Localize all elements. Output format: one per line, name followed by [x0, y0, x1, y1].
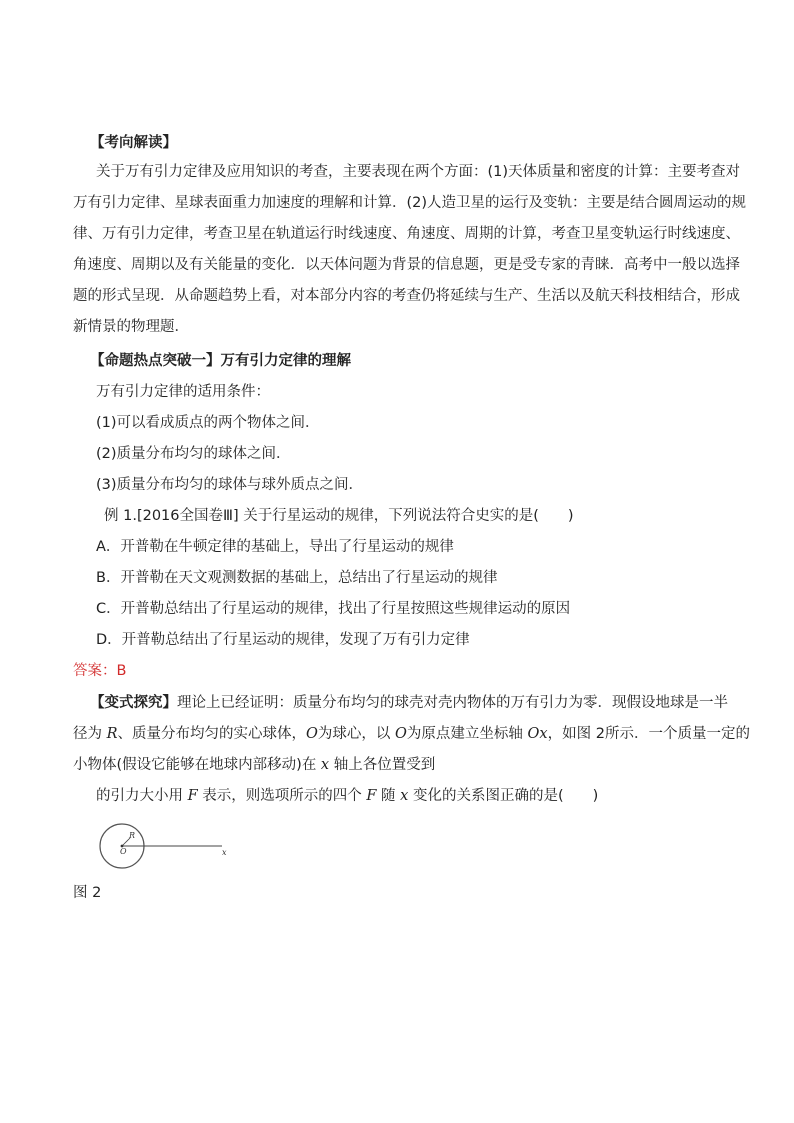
symbol-f: F — [366, 788, 377, 804]
figure-caption: 图 2 — [73, 885, 102, 901]
hotspot-heading — [90, 352, 351, 370]
label-r: R — [129, 831, 136, 840]
answer: 答案：B — [73, 663, 127, 679]
variant-text: 变化的关系图正确的是( ) — [408, 788, 599, 804]
variant-text: 小物体(假设它能够在地球内部移动)在 — [73, 757, 321, 773]
variant-text: 的引力大小用 — [96, 788, 188, 804]
variant-tag: 【变式探究】 — [90, 695, 177, 711]
variant-text: 表示，则选项所示的四个 — [197, 788, 367, 804]
condition-heading: 万有引力定律的适用条件： — [96, 384, 270, 400]
variant-text: ，如图 2所示．一个质量一定的 — [547, 726, 750, 742]
variant-line-3 — [73, 756, 435, 774]
symbol-r: R — [106, 726, 118, 742]
variant-line-4 — [96, 787, 598, 805]
intro-line: 角速度、周期以及有关能量的变化．以天体问题为背景的信息题，更是受专家的青睐．高考中一般以选择 — [73, 257, 740, 273]
variant-text: 径为 — [73, 726, 107, 742]
variant-text: 轴上各位置受到 — [329, 757, 436, 773]
variant-text: 理论上已经证明：质量分布均匀的球壳对壳内物体的万有引力为零．现假设地球是一半 — [177, 695, 728, 711]
section-header: 【考向解读】 — [90, 135, 177, 151]
variant-text: 随 — [376, 788, 401, 804]
option-a: A．开普勒在牛顿定律的基础上，导出了行星运动的规律 — [96, 539, 454, 555]
intro-paragraph — [73, 157, 747, 343]
symbol-o: O — [395, 726, 407, 742]
symbol-o: O — [306, 726, 318, 742]
option-c: C．开普勒总结出了行星运动的规律，找出了行星按照这些规律运动的原因 — [96, 601, 571, 617]
hotspot-title: 万有引力定律的理解 — [220, 353, 351, 369]
variant-line-1 — [90, 694, 728, 712]
condition-item: (3)质量分布均匀的球体与球外质点之间． — [96, 477, 364, 493]
intro-line: 律、万有引力定律，考查卫星在轨道运行时线速度、角速度、周期的计算，考查卫星变轨运行时线速度、 — [73, 226, 740, 242]
variant-text: 为球心，以 — [317, 726, 396, 742]
variant-line-2 — [73, 725, 750, 743]
symbol-f: F — [187, 788, 198, 804]
option-d: D．开普勒总结出了行星运动的规律，发现了万有引力定律 — [96, 632, 470, 648]
intro-line: 万有引力定律、星球表面重力加速度的理解和计算．(2)人造卫星的运行及变轨：主要是结合圆周运动的规 — [73, 195, 747, 211]
intro-line: 关于万有引力定律及应用知识的考查，主要表现在两个方面：(1)天体质量和密度的计算：主要考查对 — [96, 164, 741, 180]
symbol-x: x — [400, 788, 409, 804]
intro-line: 题的形式呈现．从命题趋势上看，对本部分内容的考查仍将延续与生产、生活以及航天科技相结合，形成 — [73, 288, 740, 304]
symbol-ox: Ox — [527, 726, 548, 742]
condition-item: (1)可以看成质点的两个物体之间． — [96, 415, 320, 431]
variant-text: 为原点建立坐标轴 — [406, 726, 528, 742]
label-x: x — [222, 848, 227, 857]
variant-text: 、质量分布均匀的实心球体， — [117, 726, 307, 742]
figure-earth-axis — [98, 822, 238, 870]
intro-line: 新情景的物理题． — [73, 319, 189, 335]
option-b: B．开普勒在天文观测数据的基础上，总结出了行星运动的规律 — [96, 570, 498, 586]
condition-item: (2)质量分布均匀的球体之间． — [96, 446, 291, 462]
example-question: 例 1.[2016全国卷Ⅲ] 关于行星运动的规律，下列说法符合史实的是( ) — [104, 508, 574, 524]
label-o: O — [120, 847, 127, 856]
hotspot-tag: 【命题热点突破一】 — [90, 353, 221, 369]
symbol-x: x — [320, 757, 330, 773]
